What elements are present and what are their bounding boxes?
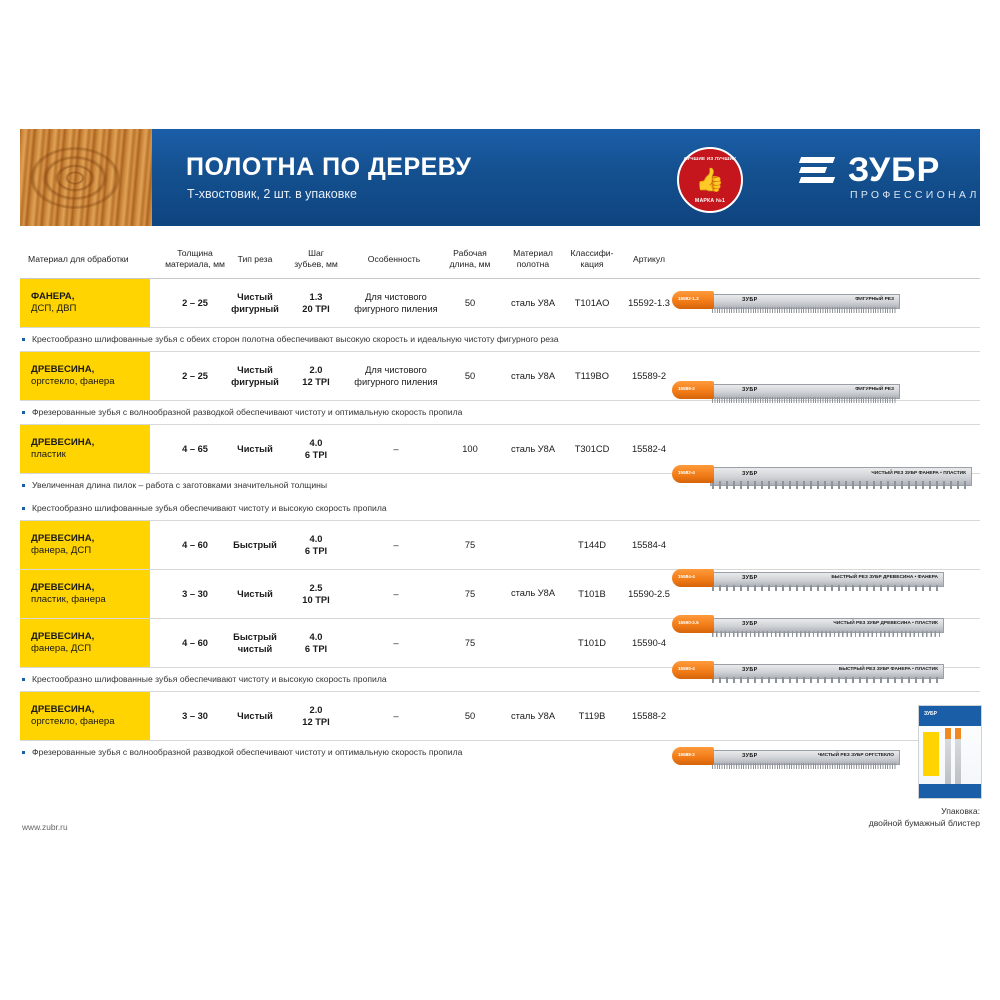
cut-type-value: Чистый фигурный bbox=[231, 365, 279, 387]
material-cell bbox=[20, 279, 150, 327]
material-text bbox=[31, 533, 94, 557]
classification-value: T119B bbox=[578, 711, 606, 721]
table-row[interactable] bbox=[20, 692, 980, 741]
blade-shank bbox=[672, 615, 714, 633]
feature-value: – bbox=[393, 638, 399, 648]
feature-value: – bbox=[393, 540, 399, 550]
thickness-value: 3 – 30 bbox=[182, 711, 208, 721]
blade-shank-label: 15590-2.5 bbox=[678, 620, 699, 625]
classification-value: T144D bbox=[578, 540, 606, 550]
thickness-value: 4 – 60 bbox=[182, 638, 208, 648]
package-brand: ЗУБР bbox=[924, 711, 937, 717]
article-value: 15584-4 bbox=[631, 540, 667, 550]
blade-brand: ЗУБР bbox=[742, 471, 758, 477]
pitch-value: 4.0 6 TPI bbox=[304, 632, 328, 654]
col-cut-type: Тип реза bbox=[237, 254, 273, 264]
col-classification: Классифи- кация bbox=[570, 248, 614, 269]
blade-shank bbox=[672, 465, 714, 483]
blade-shank-label: 15592-1.3 bbox=[678, 296, 699, 301]
blade-teeth bbox=[712, 677, 940, 683]
blade-text: БЫСТРЫЙ РЕЗ ЗУБР ДРЕВЕСИНА • ФАНЕРА bbox=[831, 575, 938, 580]
note-text: Крестообразно шлифованные зубья обеспечивают чистоту и высокую скорость пропила bbox=[20, 668, 980, 692]
feature-value: – bbox=[393, 589, 399, 599]
classification-value: T101D bbox=[578, 638, 606, 648]
material-sub: пластик, фанера bbox=[31, 594, 106, 605]
work-length-value: 100 bbox=[462, 444, 478, 454]
material-main: ФАНЕРА, bbox=[31, 291, 75, 302]
package-blade-1 bbox=[945, 728, 951, 788]
cut-type-value: Чистый bbox=[237, 444, 273, 454]
work-length-value: 50 bbox=[464, 371, 476, 381]
table-row[interactable] bbox=[20, 521, 980, 570]
note-text: Увеличенная длина пилок – работа с заготовками значительной толщины bbox=[20, 474, 980, 497]
award-seal bbox=[677, 147, 743, 213]
blade-material-value-group: сталь У8А bbox=[510, 588, 556, 598]
blade-brand: ЗУБР bbox=[742, 297, 758, 303]
material-main: ДРЕВЕСИНА, bbox=[31, 582, 95, 593]
blade-shank bbox=[672, 291, 714, 309]
feature-value: Для чистового фигурного пиления bbox=[354, 292, 438, 314]
col-work-length: Рабочая длина, мм bbox=[449, 248, 491, 269]
material-cell bbox=[20, 425, 150, 473]
footer-website[interactable]: www.zubr.ru bbox=[22, 822, 68, 832]
material-cell bbox=[20, 692, 150, 740]
blade-text: ЧИСТЫЙ РЕЗ ЗУБР ДРЕВЕСИНА • ПЛАСТИК bbox=[833, 621, 938, 626]
blade-image bbox=[672, 462, 972, 492]
note-text: Крестообразно шлифованные зубья с обеих сторон полотна обеспечивают высокую скорость и идеальную чистоту фигурного реза bbox=[20, 328, 980, 352]
blade-text: БЫСТРЫЙ РЕЗ ЗУБР ФАНЕРА • ПЛАСТИК bbox=[838, 667, 938, 672]
material-main: ДРЕВЕСИНА, bbox=[31, 631, 95, 642]
note-text: Фрезерованные зубья с волнообразной разводкой обеспечивают чистоту и оптимальную скорость пропила bbox=[20, 401, 980, 425]
blade-brand: ЗУБР bbox=[742, 621, 758, 627]
blade-shank-label: 15582-4 bbox=[678, 470, 695, 475]
material-sub: оргстекло, фанера bbox=[31, 376, 115, 387]
package-caption-line2: двойной бумажный блистер bbox=[868, 818, 980, 828]
material-text bbox=[31, 364, 115, 388]
blade-image bbox=[672, 612, 944, 638]
cut-type-value: Чистый фигурный bbox=[231, 292, 279, 314]
page-subtitle: Т-хвостовик, 2 шт. в упаковке bbox=[187, 187, 357, 201]
material-text bbox=[31, 291, 76, 315]
blade-shank-label: 15589-2 bbox=[678, 386, 695, 391]
blade-image bbox=[672, 566, 944, 592]
pitch-value: 4.0 6 TPI bbox=[304, 534, 328, 556]
pitch-value: 2.0 12 TPI bbox=[302, 705, 330, 727]
package-yellow-block bbox=[923, 732, 939, 776]
blade-material-value: сталь У8А bbox=[510, 444, 556, 454]
classification-value: T119BO bbox=[575, 371, 609, 381]
material-main: ДРЕВЕСИНА, bbox=[31, 364, 95, 375]
seal-bottom-text: МАРКА №1 bbox=[694, 198, 726, 204]
thickness-value: 2 – 25 bbox=[182, 298, 208, 308]
classification-value: T101AO bbox=[574, 298, 610, 308]
page-header bbox=[20, 129, 980, 226]
material-sub: пластик bbox=[31, 449, 66, 460]
brand-logo bbox=[800, 153, 980, 205]
material-sub: оргстекло, фанера bbox=[31, 716, 115, 727]
material-main: ДРЕВЕСИНА, bbox=[31, 704, 95, 715]
blade-shank-label: 15584-4 bbox=[678, 574, 695, 579]
package-top-band bbox=[919, 706, 981, 726]
material-main: ДРЕВЕСИНА, bbox=[31, 533, 95, 544]
blade-shank bbox=[672, 661, 714, 679]
thickness-value: 4 – 60 bbox=[182, 540, 208, 550]
package-caption-line1: Упаковка: bbox=[941, 806, 980, 816]
material-sub: фанера, ДСП bbox=[31, 643, 92, 654]
article-value: 15590-4 bbox=[631, 638, 667, 648]
col-material: Материал для обработки bbox=[28, 254, 129, 264]
feature-value: Для чистового фигурного пиления bbox=[354, 365, 438, 387]
material-text bbox=[31, 704, 115, 728]
blade-brand: ЗУБР bbox=[742, 387, 758, 393]
thumbs-up-icon: 👍 bbox=[695, 166, 725, 193]
blade-image bbox=[672, 744, 900, 770]
col-article: Артикул bbox=[632, 254, 666, 264]
blade-shank bbox=[672, 381, 714, 399]
blade-material-value: сталь У8А bbox=[510, 298, 556, 308]
blade-shank-label: 15588-2 bbox=[678, 752, 695, 757]
brand-tagline: ПРОФЕССИОНАЛ bbox=[850, 189, 980, 201]
blade-material-value: сталь У8А bbox=[510, 711, 556, 721]
blade-brand: ЗУБР bbox=[742, 575, 758, 581]
blade-teeth bbox=[712, 585, 940, 591]
material-text bbox=[31, 631, 94, 655]
blade-teeth bbox=[712, 763, 896, 769]
blade-image bbox=[672, 658, 944, 684]
col-blade-material: Материал полотна bbox=[513, 248, 553, 269]
blade-image bbox=[672, 378, 900, 404]
blade-teeth bbox=[712, 397, 896, 403]
feature-value: – bbox=[393, 444, 399, 454]
work-length-value: 50 bbox=[464, 298, 476, 308]
material-cell bbox=[20, 521, 150, 569]
table-header-row bbox=[20, 246, 980, 279]
material-text bbox=[31, 437, 94, 461]
blade-shank bbox=[672, 747, 714, 765]
package-caption bbox=[800, 805, 980, 829]
work-length-value: 75 bbox=[464, 638, 476, 648]
blade-teeth bbox=[712, 631, 940, 637]
material-text bbox=[31, 582, 106, 606]
col-thickness: Толщина материала, мм bbox=[165, 248, 225, 269]
pitch-value: 4.0 6 TPI bbox=[304, 438, 328, 460]
material-cell bbox=[20, 570, 150, 618]
work-length-value: 75 bbox=[464, 589, 476, 599]
blade-shank-label: 15590-4 bbox=[678, 666, 695, 671]
blade-teeth bbox=[712, 307, 896, 313]
col-pitch: Шаг зубьев, мм bbox=[294, 248, 338, 269]
page-title: ПОЛОТНА ПО ДЕРЕВУ bbox=[186, 153, 472, 181]
blade-teeth bbox=[712, 481, 968, 489]
package-photo bbox=[918, 705, 982, 799]
blade-image bbox=[672, 288, 900, 314]
note-text: Фрезерованные зубья с волнообразной разводкой обеспечивают чистоту и оптимальную скорость пропила bbox=[20, 741, 980, 764]
blade-text: ФИГУРНЫЙ РЕЗ bbox=[855, 387, 894, 392]
thickness-value: 2 – 25 bbox=[182, 371, 208, 381]
blade-text: ЧИСТЫЙ РЕЗ ЗУБР ОРГСТЕКЛО bbox=[817, 753, 894, 758]
blade-text: ФИГУРНЫЙ РЕЗ bbox=[855, 297, 894, 302]
feature-value: – bbox=[393, 711, 399, 721]
article-value: 15589-2 bbox=[631, 371, 667, 381]
article-value: 15588-2 bbox=[631, 711, 667, 721]
thickness-value: 3 – 30 bbox=[182, 589, 208, 599]
cut-type-value: Быстрый чистый bbox=[233, 632, 277, 654]
col-feature: Особенность bbox=[367, 254, 421, 264]
blade-text: ЧИСТЫЙ РЕЗ ЗУБР ФАНЕРА • ПЛАСТИК bbox=[871, 471, 966, 476]
brand-name: ЗУБР bbox=[848, 151, 941, 189]
work-length-value: 50 bbox=[464, 711, 476, 721]
note-text: Крестообразно шлифованные зубья обеспечивают чистоту и высокую скорость пропила bbox=[20, 497, 980, 521]
material-cell bbox=[20, 619, 150, 667]
blade-shank bbox=[672, 569, 714, 587]
cut-type-value: Чистый bbox=[237, 589, 273, 599]
pitch-value: 2.0 12 TPI bbox=[302, 365, 330, 387]
cut-type-value: Чистый bbox=[237, 711, 273, 721]
package-blade-2 bbox=[955, 728, 961, 788]
article-value: 15582-4 bbox=[631, 444, 667, 454]
material-sub: ДСП, ДВП bbox=[31, 303, 77, 314]
classification-value: T301CD bbox=[574, 444, 610, 454]
pitch-value: 2.5 10 TPI bbox=[302, 583, 330, 605]
cut-type-value: Быстрый bbox=[233, 540, 277, 550]
article-value: 15590-2.5 bbox=[628, 589, 670, 599]
pitch-value: 1.3 20 TPI bbox=[302, 292, 330, 314]
material-sub: фанера, ДСП bbox=[31, 545, 92, 556]
classification-value: T101B bbox=[578, 589, 606, 599]
zubr-mark-icon bbox=[800, 155, 838, 185]
material-main: ДРЕВЕСИНА, bbox=[31, 437, 95, 448]
package-bottom-band bbox=[919, 784, 981, 798]
material-cell bbox=[20, 352, 150, 400]
blade-brand: ЗУБР bbox=[742, 753, 758, 759]
blade-material-value: сталь У8А bbox=[510, 371, 556, 381]
blade-brand: ЗУБР bbox=[742, 667, 758, 673]
thickness-value: 4 – 65 bbox=[182, 444, 208, 454]
spec-table bbox=[20, 246, 980, 764]
wood-texture-image bbox=[20, 129, 152, 226]
row-group bbox=[20, 521, 980, 668]
work-length-value: 75 bbox=[464, 540, 476, 550]
article-value: 15592-1.3 bbox=[628, 298, 670, 308]
seal-top-text: ЛУЧШИЕ ИЗ ЛУЧШИХ bbox=[683, 156, 737, 161]
